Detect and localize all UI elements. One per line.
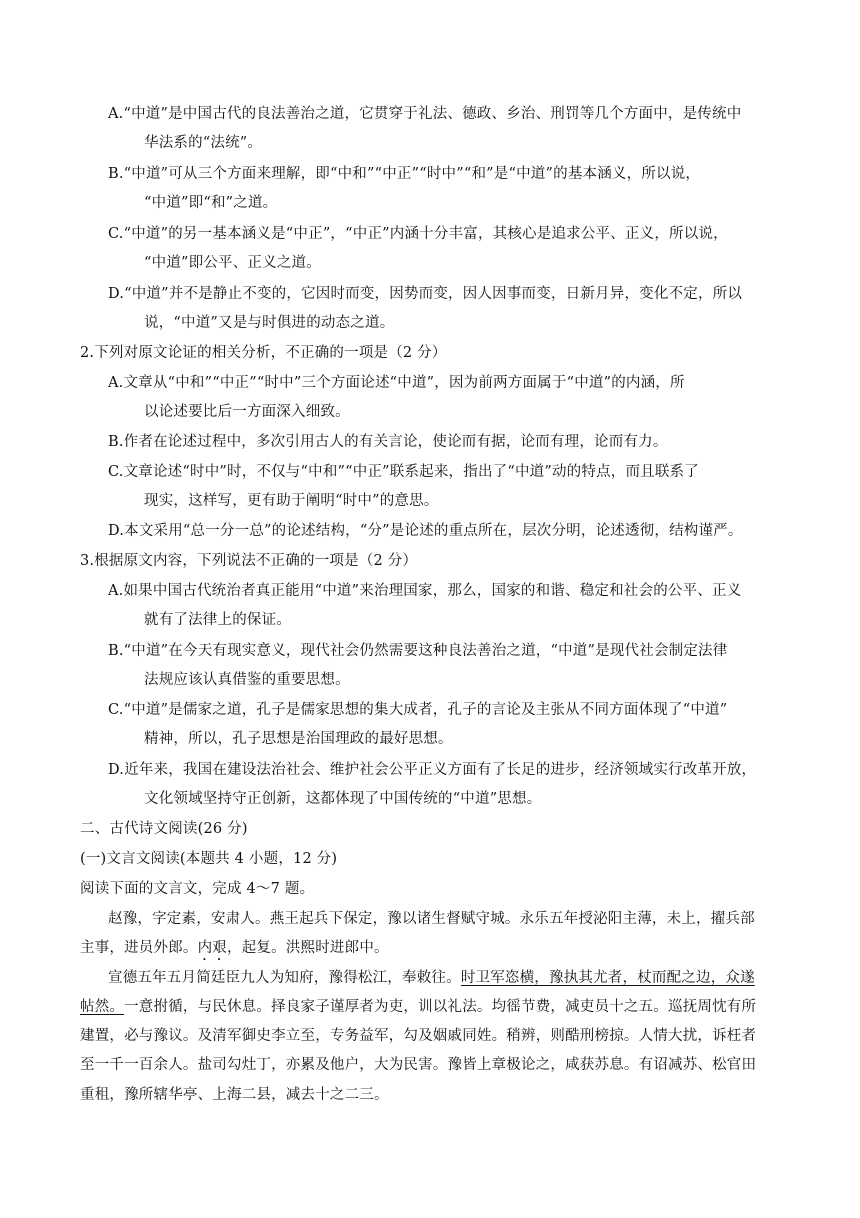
passage-p2-line5: 重租，豫所辖华亭、上海二县，减去十之二三。 xyxy=(80,1087,389,1103)
passage-p2-line2 xyxy=(80,997,756,1017)
q2-option-c-line1: C.文章论述“时中”时，不仅与“中和”“中正”联系起来，指出了“中道”动的特点，而且联系了 xyxy=(108,464,699,480)
q2-option-b-line1: B.作者在论述过程中，多次引用古人的有关言论，使论而有据，论而有理，论而有力。 xyxy=(108,434,668,450)
q3-option-a-line1: A.如果中国古代统治者真正能用“中道”来治理国家，那么，国家的和谐、稳定和社会的公平、正义 xyxy=(108,583,742,599)
passage-p1-line2 xyxy=(80,938,389,964)
q1-option-d-line2: 说，“中道”又是与时俱进的动态之道。 xyxy=(144,315,395,331)
q3-stem: 3.根据原文内容，下列说法不正确的一项是（2 分） xyxy=(80,553,418,569)
instruction: 阅读下面的文言文，完成 4～7 题。 xyxy=(80,881,315,897)
passage-p1-line1: 赵豫，字定素，安肃人。燕王起兵下保定，豫以诸生督赋守城。永乐五年授泌阳主薄，未上，擢兵部 xyxy=(108,911,755,927)
q1-option-c-line1: C.“中道”的另一基本涵义是“中正”，“中正”内涵十分丰富，其核心是追求公平、正义，所以说， xyxy=(108,226,728,242)
q2-option-d-line1: D.本文采用“总一分一总”的论述结构，“分”是论述的重点所在，层次分明，论述透彻，结构谨严。 xyxy=(108,523,743,539)
q2-option-a-line1: A.文章从“中和”“中正”“时中”三个方面论述“中道”，因为前两方面属于“中道”的内涵，所 xyxy=(108,375,685,391)
passage-p2-line3: 建置，必与豫议。及清军御史李立至，专务益军，勾及姻戚同姓。稍辨，则酷刑榜掠。人情大扰，诉枉者 xyxy=(80,1028,757,1044)
q3-option-c-line2: 精神，所以，孔子思想是治国理政的最好思想。 xyxy=(144,731,453,747)
q1-option-a-line2: 华法系的“法统”。 xyxy=(144,135,263,151)
q2-option-a-line2: 以论述要比后一方面深入细致。 xyxy=(144,404,350,420)
dotted-word: 内艰 xyxy=(197,940,228,956)
q3-option-a-line2: 就有了法律上的保证。 xyxy=(144,612,291,628)
section-title: 二、古代诗文阅读(26 分) xyxy=(80,821,248,837)
q3-option-d-line1: D.近年来，我国在建设法治社会、维护社会公平正义方面有了长足的进步，经济领域实行改革开放， xyxy=(108,762,757,778)
q3-option-d-line2: 文化领域坚持守正创新，这都体现了中国传统的“中道”思想。 xyxy=(144,791,542,807)
q2-option-c-line2: 现实，这样写，更有助于阐明“时中”的意思。 xyxy=(144,493,439,509)
passage-p2-line1-part1: 宣德五年五月简廷臣九人为知府，豫得松江，奉敕往。 xyxy=(108,970,461,986)
q3-option-b-line1: B.“中道”在今天有现实意义，现代社会仍然需要这种良法善治之道，“中道”是现代社会制定法律 xyxy=(108,643,728,659)
q1-option-d-line1: D.“中道”并不是静止不变的，它因时而变，因势而变，因人因事而变，日新月异，变化不定，所以 xyxy=(108,286,743,302)
passage-p2-line2-part2: 一意拊循，与民休息。择良家子谨厚者为吏，训以礼法。均徭节费，减吏员十之五。巡抚周忱有所 xyxy=(124,999,757,1015)
underlined-sentence-part2: 帖然。 xyxy=(80,999,125,1015)
q3-option-b-line2: 法规应该认真借鉴的重要思想。 xyxy=(144,672,350,688)
passage-p2-line4: 至一千一百余人。盐司勾灶丁，亦累及他户，大为民害。豫皆上章极论之，咸获苏息。有诏减苏、松官田 xyxy=(80,1057,757,1073)
q1-option-c-line2: “中道”即公平、正义之道。 xyxy=(144,255,321,271)
subsection-title: (一)文言文阅读(本题共 4 小题，12 分) xyxy=(80,851,338,867)
q3-option-c-line1: C.“中道”是儒家之道，孔子是儒家思想的集大成者，孔子的言论及主张从不同方面体现了“中道” xyxy=(108,702,728,718)
passage-p1-line2-part1: 主事，进员外郎。 xyxy=(80,940,198,956)
underlined-sentence-part1: 时卫军恣横，豫执其尤者，杖而配之边，众遂 xyxy=(460,970,755,986)
q1-option-a-line1: A.“中道”是中国古代的良法善治之道，它贯穿于礼法、德政、乡治、刑罚等几个方面中，是传统中 xyxy=(108,106,742,122)
q1-option-b-line1: B.“中道”可从三个方面来理解，即“中和”“中正”“时中”“和”是“中道”的基本涵义，所以说， xyxy=(108,166,701,182)
passage-p1-line2-part2: ，起复。洪熙时进郎中。 xyxy=(227,940,389,956)
passage-p2-line1 xyxy=(108,968,755,988)
q1-option-b-line2: “中道”即“和”之道。 xyxy=(144,195,278,211)
q2-stem: 2.下列对原文论证的相关分析，不正确的一项是（2 分） xyxy=(80,345,447,361)
